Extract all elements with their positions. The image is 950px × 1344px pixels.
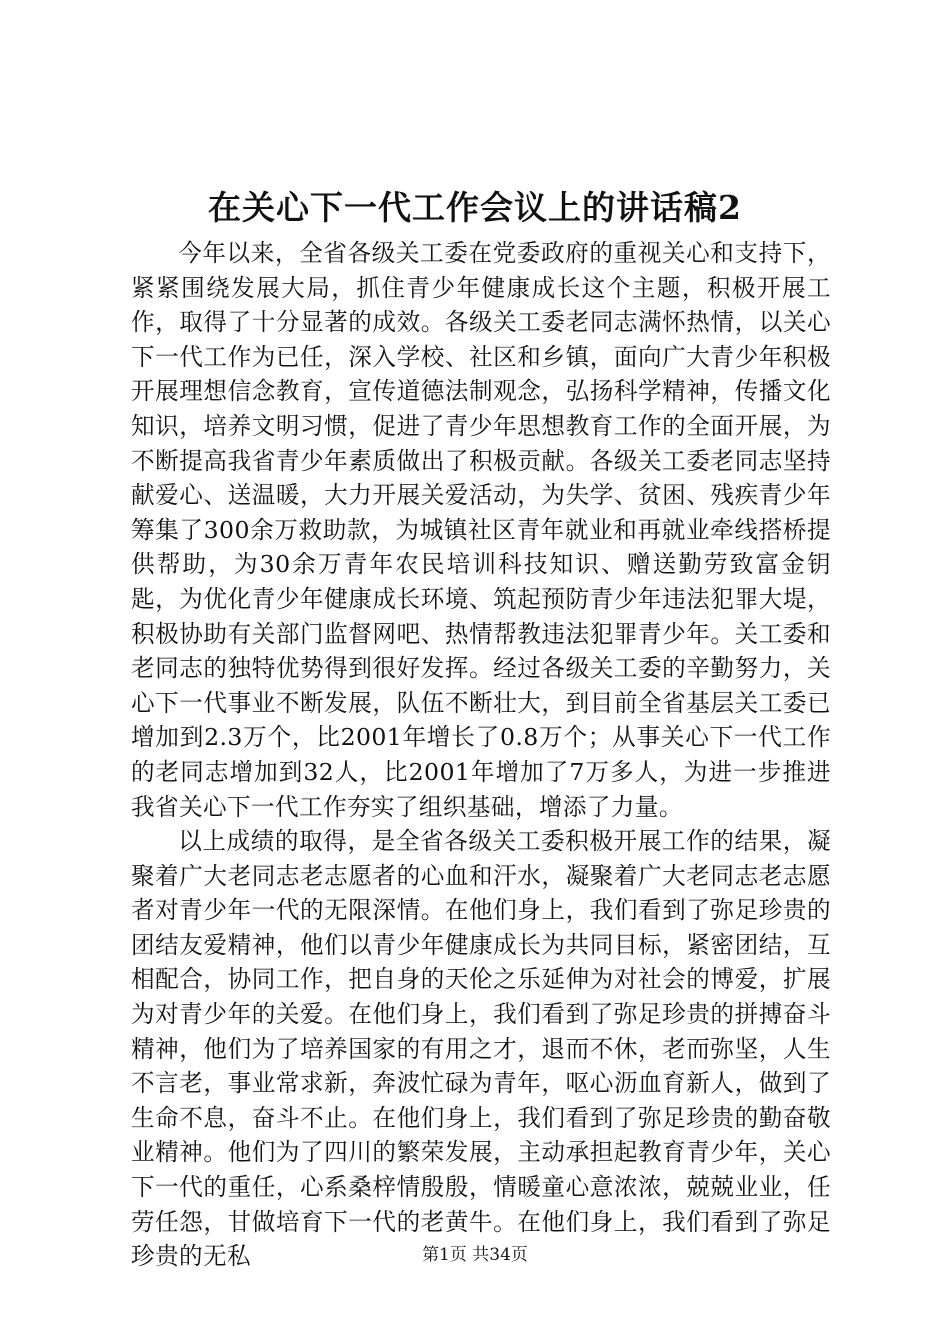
paragraph-1: 今年以来，全省各级关工委在党委政府的重视关心和支持下，紧紧围绕发展大局，抓住青少年健康成长这个主题，积极开展工作，取得了十分显著的成效。各级关工委老同志满怀热情，以关心下一代工作为已任，深入学校、社区和乡镇，面向广大青少年积极开展理想信念教育，宣传道德法制观念，弘扬科学精神，传播文化知识，培养文明习惯，促进了青少年思想教育工作的全面开展，为不断提高我省青少年素质做出了积极贡献。各级关工委老同志坚持献爱心、送温暖，大力开展关爱活动，为失学、贫困、残疾青少年筹集了300余万救助款，为城镇社区青年就业和再就业牵线搭桥提供帮助，为30余万青年农民培训科技知识、赠送勤劳致富金钥匙，为优化青少年健康成长环境、筑起预防青少年违法犯罪大堤，积极协助有关部门监督网吧、热情帮教违法犯罪青少年。关工委和老同志的独特优势得到很好发挥。经过各级关工委的辛勤努力，关心下一代事业不断发展，队伍不断壮大，到目前全省基层关工委已增加到2.3万个，比2001年增长了0.8万个；从事关心下一代工作的老同志增加到32人，比2001年增加了7万多人，为进一步推进我省关心下一代工作夯实了组织基础，增添了力量。 <box>131 239 831 821</box>
document-body <box>131 236 831 1274</box>
document-title: 在关心下一代工作会议上的讲话稿2 <box>208 188 742 227</box>
paragraph-2: 以上成绩的取得，是全省各级关工委积极开展工作的结果，凝聚着广大老同志老志愿者的心血和汗水，凝聚着广大老同志老志愿者对青少年一代的无限深情。在他们身上，我们看到了弥足珍贵的团结友爱精神，他们以青少年健康成长为共同目标，紧密团结，互相配合，协同工作，把自身的天伦之乐延伸为对社会的博爱，扩展为对青少年的关爱。在他们身上，我们看到了弥足珍贵的拼搏奋斗精神，他们为了培养国家的有用之才，退而不休，老而弥坚，人生不言老，事业常求新，奔波忙碌为青年，呕心沥血育新人，做到了生命不息，奋斗不止。在他们身上，我们看到了弥足珍贵的勤奋敬业精神。他们为了四川的繁荣发展，主动承担起教育青少年，关心下一代的重任，心系桑梓情殷殷，情暖童心意浓浓，兢兢业业，任劳任怨，甘做培育下一代的老黄牛。在他们身上，我们看到了弥足珍贵的无私 <box>131 827 831 1271</box>
page-footer: 第1页 共34页 <box>422 1245 528 1265</box>
